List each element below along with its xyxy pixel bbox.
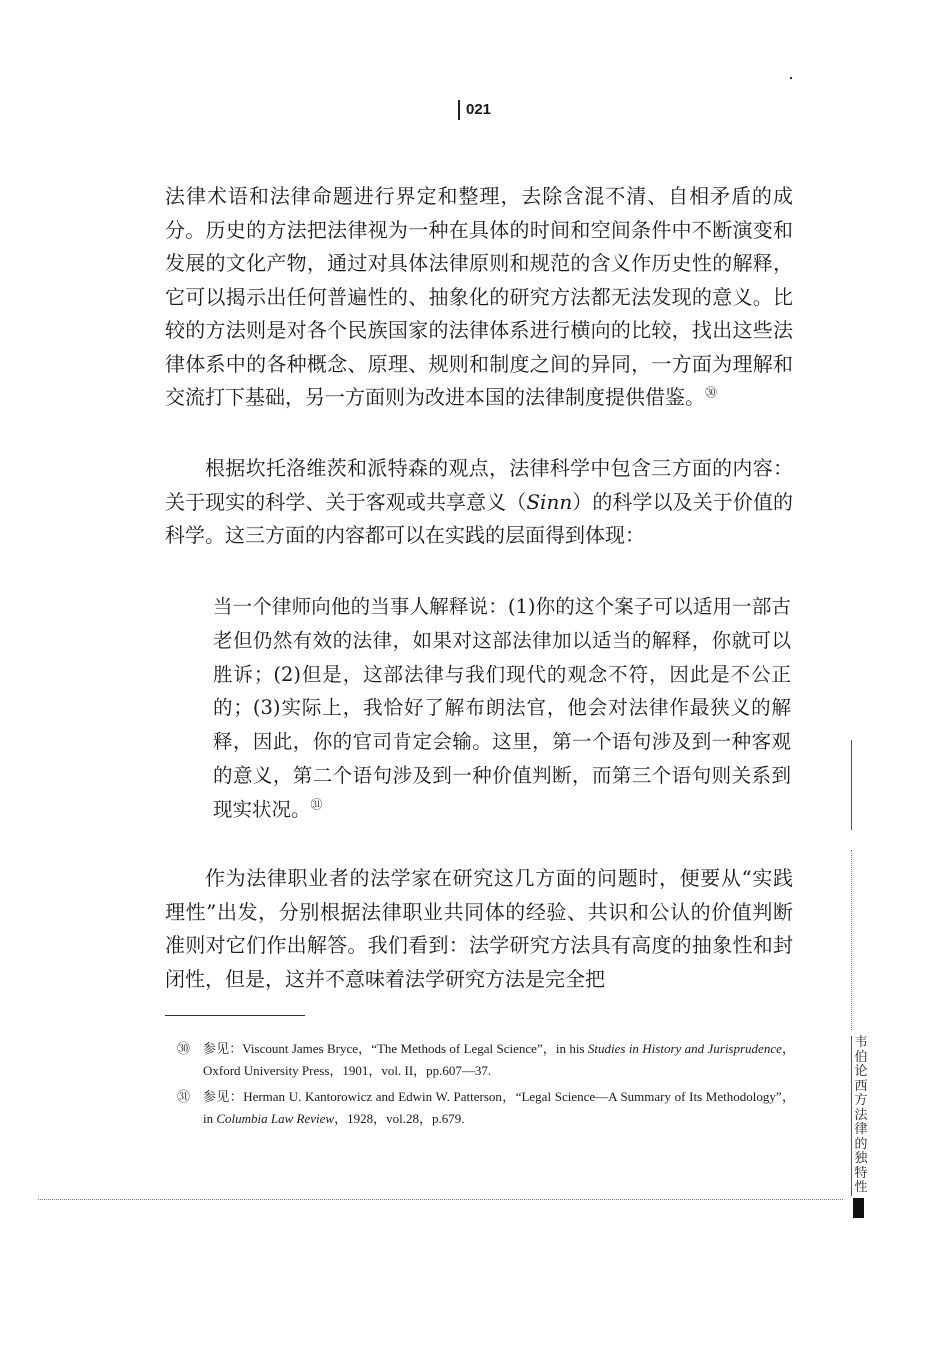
footnote-separator — [165, 1015, 305, 1016]
footnote-31-mark: ㉛ — [177, 1089, 191, 1104]
running-side-title: 韦伯论西方法律的独特性 — [854, 1035, 868, 1195]
body-paragraph-2-italic: Sinn — [526, 489, 573, 514]
footnote-31-prefix: 参见：Herman U. Kantorowicz and Edwin W. Patterson，“Legal Science—A Summary of Its Methodology”，in — [203, 1089, 795, 1126]
footnote-31-suffix: ，1928，vol.28，p.679. — [334, 1111, 465, 1126]
body-paragraph-2-text-a: 根据坎托洛维茨和派特森的观点，法律科学中包含三方面的内容：关于现实的科学、关于客观或共享意义（ — [165, 456, 793, 514]
body-paragraph-1 — [165, 180, 793, 415]
footnote-30-mark: ㉚ — [177, 1041, 191, 1056]
block-quote-text: 当一个律师向他的当事人解释说：(1)你的这个案子可以适用一部古老但仍然有效的法律，如果对这部法律加以适当的解释，你就可以胜诉；(2)但是，这部法律与我们现代的观念不符，因此是不公正的；(3)实际上，我恰好了解布朗法官，他会对法律作最狭义的解释，因此，你的官司肯定会输。这里，第一个语句涉及到一种客观的意义，第二个语句涉及到一种价值判断，而第三个语句则关系到现实状况。 — [213, 595, 791, 821]
scan-speck — [790, 77, 792, 79]
footnote-30-italic: Studies in History and Jurisprudence — [587, 1041, 782, 1056]
footnote-30 — [177, 1038, 795, 1082]
body-paragraph-3: 作为法律职业者的法学家在研究这几方面的问题时，便要从“实践理性”出发，分别根据法律职业共同体的经验、共识和公认的价值判断准则对它们作出解答。我们看到：法学研究方法具有高度的抽象性和封闭性，但是，这并不意味着法学研究方法是完全把 — [165, 866, 793, 991]
block-quote — [213, 590, 791, 827]
footnote-31 — [177, 1086, 795, 1130]
footnote-ref-30[interactable]: ㉚ — [705, 385, 718, 400]
body-paragraph-2-text-b: ）的科学以及关于价值的科学。这三方面的内容都可以在实践的层面得到体现： — [165, 489, 794, 547]
footnote-31-italic: Columbia Law Review — [216, 1111, 335, 1126]
page-number: 021 — [458, 100, 491, 120]
footnote-ref-31[interactable]: ㉛ — [310, 797, 323, 812]
bottom-rule — [38, 1199, 843, 1200]
footnote-30-prefix: 参见：Viscount James Bryce，“The Methods of Legal Science”，in his — [203, 1041, 588, 1056]
side-tab-marker — [853, 1198, 864, 1218]
body-paragraph-2 — [165, 452, 793, 553]
body-paragraph-1-text: 法律术语和法律命题进行界定和整理，去除含混不清、自相矛盾的成分。历史的方法把法律视为一种在具体的时间和空间条件中不断演变和发展的文化产物，通过对具体法律原则和规范的含义作历史性的解释，它可以揭示出任何普遍性的、抽象化的研究方法都无法发现的意义。比较的方法则是对各个民族国家的法律体系进行横向的比较，找出这些法律体系中的各种概念、原理、规则和制度之间的异同，一方面为理解和交流打下基础，另一方面则为改进本国的法律制度提供借鉴。 — [165, 184, 793, 409]
side-rule-upper — [851, 740, 852, 830]
side-rule-lower — [851, 1036, 852, 1196]
footnote-30-suffix: ，Oxford University Press，1901，vol. II，pp.607—37. — [203, 1041, 795, 1078]
side-rule-dotted — [851, 850, 852, 1030]
